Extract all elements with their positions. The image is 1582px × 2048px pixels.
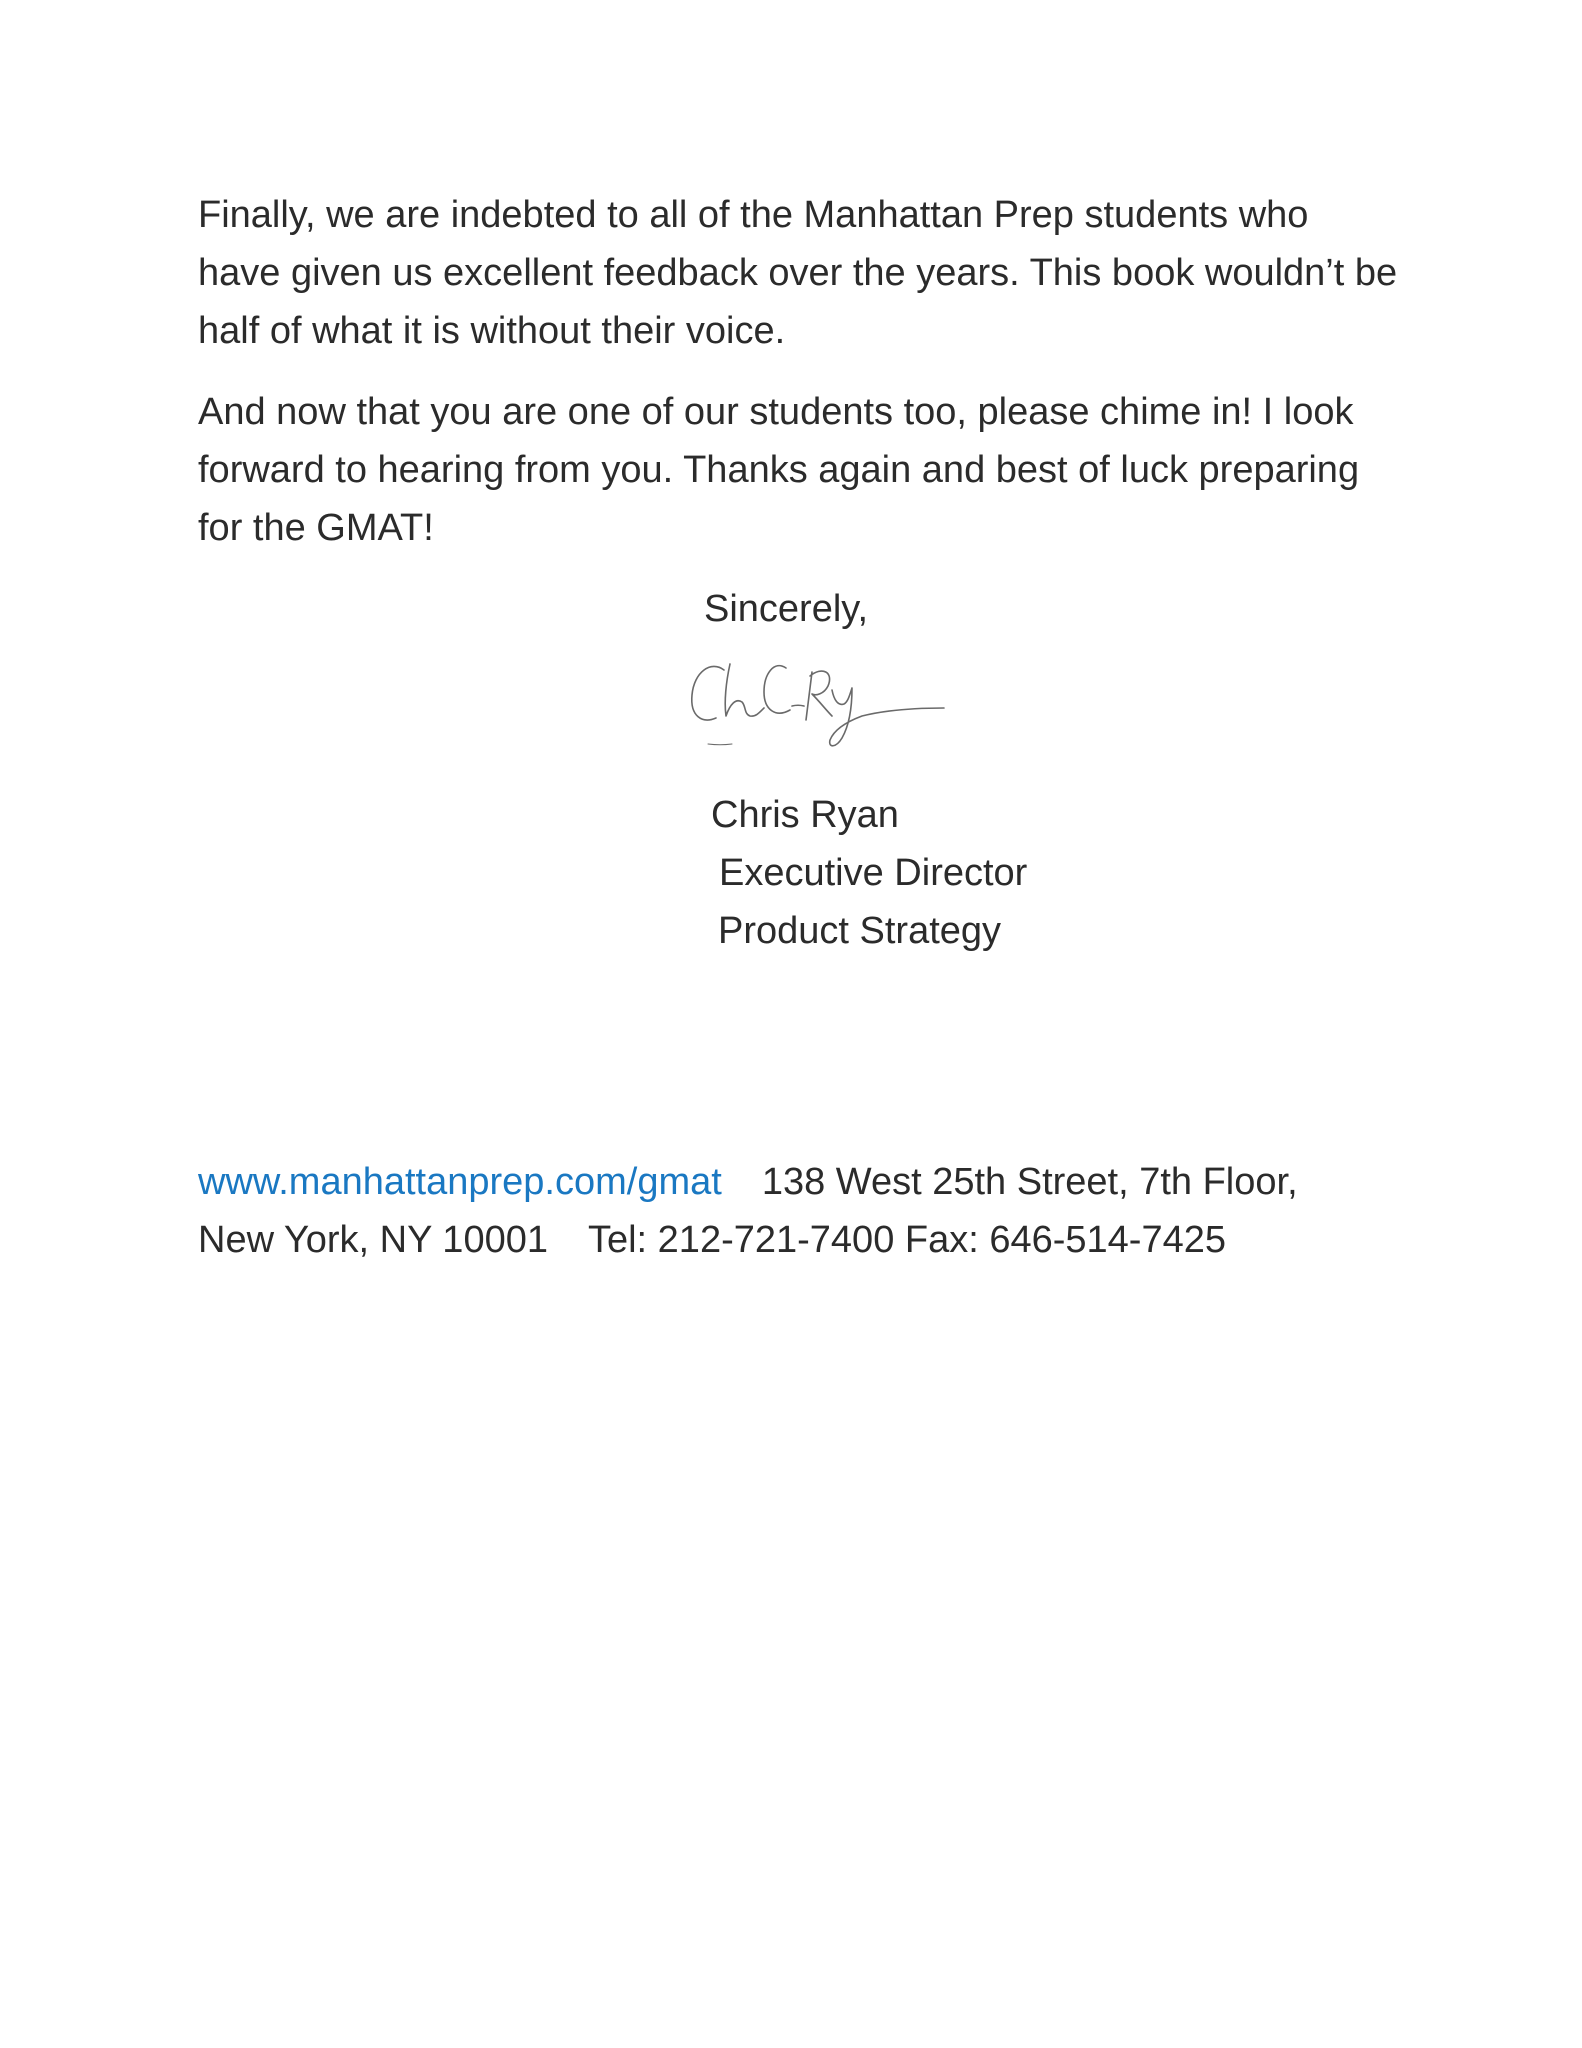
signature-block bbox=[711, 786, 1027, 960]
paragraph-2: And now that you are one of our students too, please chime in! I look forward to hearing from you. Thanks again and best of luck preparing for the GMAT! bbox=[198, 391, 1360, 549]
handwritten-signature bbox=[686, 650, 950, 756]
footer-line-2 bbox=[198, 1211, 1398, 1269]
street-address: 138 West 25th Street, 7th Floor, bbox=[761, 1161, 1298, 1203]
footer-line-1 bbox=[198, 1153, 1398, 1211]
closing: Sincerely, bbox=[704, 588, 869, 630]
contact-footer bbox=[198, 1153, 1398, 1269]
signer-title: Executive Director bbox=[719, 852, 1028, 894]
phone-fax: Tel: 212-721-7400 Fax: 646-514-7425 bbox=[587, 1219, 1226, 1261]
paragraph-1: Finally, we are indebted to all of the Manhattan Prep students who have given us excellent feedback over the years. This book wouldn’t be half of what it is without their voice. bbox=[198, 194, 1398, 352]
city-state-zip: New York, NY 10001 bbox=[198, 1219, 548, 1261]
signer-name: Chris Ryan bbox=[711, 794, 899, 836]
website-link[interactable]: www.manhattanprep.com/gmat bbox=[198, 1161, 722, 1203]
signer-department: Product Strategy bbox=[718, 910, 1002, 952]
letter-body bbox=[198, 186, 1398, 580]
